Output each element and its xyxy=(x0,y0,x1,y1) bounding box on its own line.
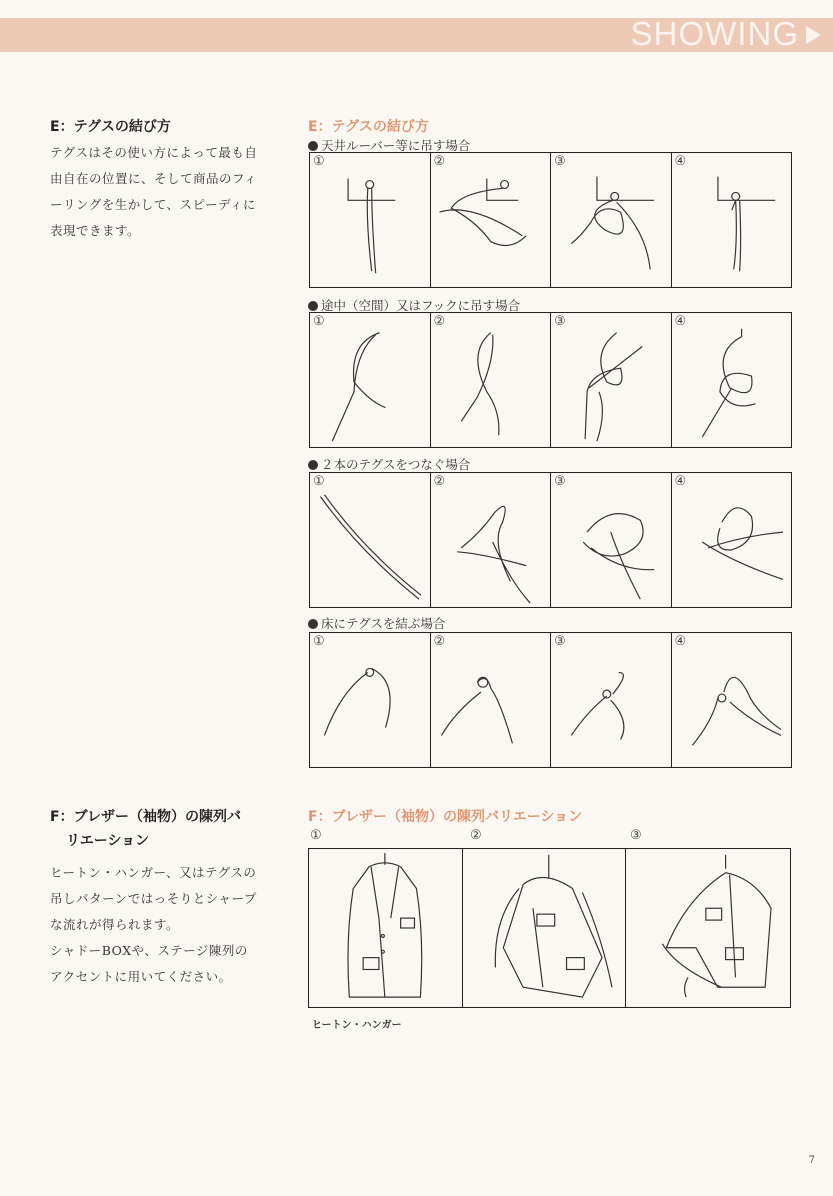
knot-illustration xyxy=(551,633,671,767)
knot-row-ceiling xyxy=(309,152,792,288)
knot-row-floor xyxy=(309,632,792,768)
f-title-line: F：ブレザー（袖物）の陳列バ xyxy=(50,809,242,825)
row-label-text: 途中（空間）又はフックに吊す場合 xyxy=(321,298,521,313)
knot-step xyxy=(672,313,792,447)
e-body-line: 表現できます。 xyxy=(50,223,141,238)
section-title: SHOWING xyxy=(630,15,799,52)
e-title: E：テグスの結び方 xyxy=(50,119,171,135)
knot-step xyxy=(551,313,672,447)
step-number: ③ xyxy=(554,154,566,169)
knot-step xyxy=(551,153,672,287)
knot-illustration xyxy=(431,473,551,607)
e-body-line: ーリングを生かして、スピーディに xyxy=(50,197,257,212)
row-label-text: 床にテグスを結ぶ場合 xyxy=(321,616,446,631)
step-number: ④ xyxy=(674,314,687,329)
knot-step xyxy=(431,313,552,447)
e-description xyxy=(50,116,278,244)
jacket-caption: ヒートン・ハンガー xyxy=(312,1020,402,1031)
step-number: ④ xyxy=(674,474,687,489)
step-number: ② xyxy=(433,154,446,169)
knot-illustration xyxy=(551,153,671,287)
knot-illustration xyxy=(672,153,792,287)
knot-step xyxy=(672,153,792,287)
knot-step xyxy=(431,633,552,767)
f-body-line: な流れが得られます。 xyxy=(50,917,180,932)
knot-illustration xyxy=(551,313,671,447)
knot-illustration xyxy=(431,313,551,447)
step-number: ③ xyxy=(554,634,566,649)
e-body-line: 由自在の位置に、そして商品のフィ xyxy=(50,171,258,186)
knot-illustration xyxy=(310,473,430,607)
knot-step xyxy=(310,473,431,607)
jacket-display-grid xyxy=(308,848,791,1008)
f-body-line: 吊しパターンではっそりとシャープ xyxy=(50,891,257,906)
step-number: ② xyxy=(433,314,446,329)
knot-illustration xyxy=(551,473,671,607)
knot-illustration xyxy=(310,153,430,287)
jacket-step-number: ③ xyxy=(630,828,642,843)
jacket-illustration xyxy=(309,849,463,1007)
knot-illustration xyxy=(672,313,792,447)
f-body-line: シャドーBOXや、ステージ陳列の xyxy=(50,943,248,958)
bullet-icon xyxy=(308,301,318,311)
step-number: ① xyxy=(313,474,325,489)
e-body-line: テグスはその使い方によって最も自 xyxy=(50,145,258,160)
knot-row-midair xyxy=(309,312,792,448)
jacket-draped-drawing xyxy=(463,849,626,1007)
knot-illustration xyxy=(431,633,551,767)
f-title-line: リエーション xyxy=(66,833,150,849)
bullet-icon xyxy=(308,619,318,629)
step-number: ① xyxy=(313,154,325,169)
jacket-angled-drawing xyxy=(626,849,790,1007)
step-number: ① xyxy=(313,634,325,649)
bullet-icon xyxy=(308,141,318,151)
knot-step xyxy=(310,153,431,287)
e-diagram-title: E：テグスの結び方 xyxy=(308,119,429,135)
knot-illustration xyxy=(310,633,430,767)
step-number: ② xyxy=(433,634,446,649)
f-body-line: アクセントに用いてください。 xyxy=(50,969,232,984)
row-label-join xyxy=(308,455,470,473)
knot-step xyxy=(310,313,431,447)
step-number: ② xyxy=(433,474,446,489)
jacket-illustration xyxy=(463,849,627,1007)
jacket-step-number: ① xyxy=(310,828,322,843)
bullet-icon xyxy=(308,460,318,470)
knot-step xyxy=(672,473,792,607)
row-label-floor xyxy=(308,614,445,632)
f-description xyxy=(50,806,278,990)
jacket-step-number: ② xyxy=(470,828,482,843)
step-number: ① xyxy=(313,314,325,329)
jacket-hanger-drawing xyxy=(309,849,462,1007)
knot-illustration xyxy=(431,153,551,287)
step-number: ③ xyxy=(554,314,566,329)
jacket-illustration xyxy=(626,849,790,1007)
knot-step xyxy=(431,153,552,287)
knot-step xyxy=(310,633,431,767)
knot-illustration xyxy=(310,313,430,447)
knot-step xyxy=(551,633,672,767)
knot-step xyxy=(431,473,552,607)
step-number: ④ xyxy=(674,154,687,169)
step-number: ④ xyxy=(674,634,687,649)
knot-illustration xyxy=(672,473,792,607)
triangle-right-icon xyxy=(806,26,821,44)
row-label-text: 天井ルーバー等に吊す場合 xyxy=(321,138,471,153)
knot-step xyxy=(551,473,672,607)
knot-row-join xyxy=(309,472,792,608)
step-number: ③ xyxy=(554,474,566,489)
f-diagram-title: F：ブレザー（袖物）の陳列バリエーション xyxy=(308,809,583,825)
f-body-line: ヒートン・ハンガー、又はテグスの xyxy=(50,865,257,880)
page-number: 7 xyxy=(808,1155,815,1166)
knot-step xyxy=(672,633,792,767)
row-label-text: ２本のテグスをつなぐ場合 xyxy=(321,457,471,472)
knot-illustration xyxy=(672,633,792,767)
